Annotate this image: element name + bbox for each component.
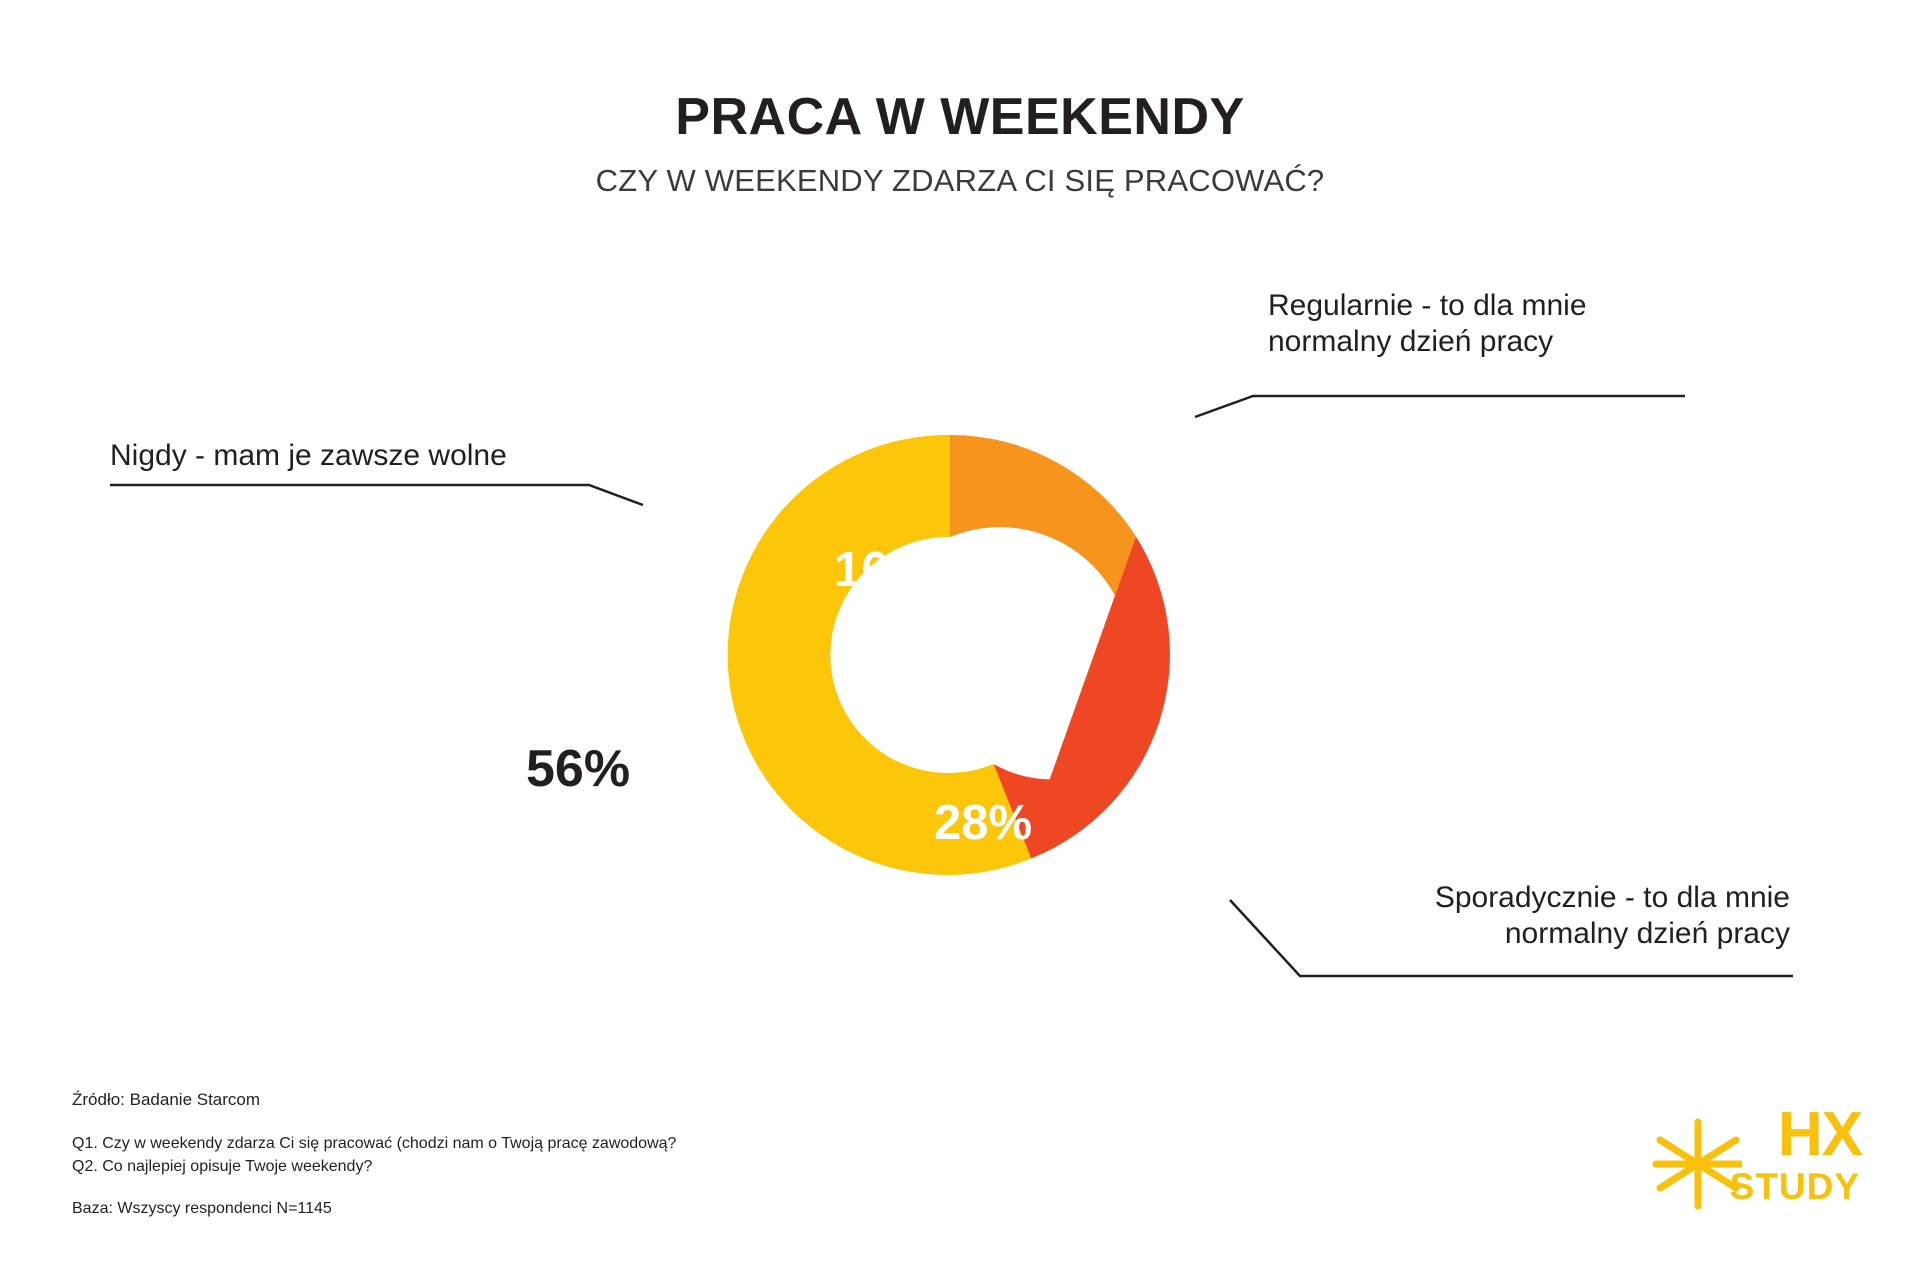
slice-value-sporadycznie: 28% [934,796,1033,850]
footnotes [72,1090,1072,1218]
slice-value-nigdy: 56% [526,740,631,798]
callout-sporadycznie [1330,880,1790,952]
donut-chart [526,305,1300,1005]
page-subtitle: CZY W WEEKENDY ZDARZA CI SIĘ PRACOWAĆ? [595,162,1325,198]
footnote-q1: Q1. Czy w weekendy zdarza Ci się pracować (chodzi nam o Twoją pracę zawodową? [72,1135,677,1152]
starburst-icon [1652,1110,1742,1220]
callout-nigdy-line1: Nigdy - mam je zawsze wolne [110,439,507,472]
donut-svg [600,305,1300,1005]
footnote-base: Baza: Wszyscy respondenci N=1145 [72,1200,332,1218]
page-title: PRACA W WEEKENDY [675,88,1245,146]
footnote-questions [72,1132,1072,1178]
callout-regularnie-line2: normalny dzień pracy [1268,325,1554,358]
logo [1652,1102,1862,1232]
logo-study-text: STUDY [1729,1166,1860,1207]
callout-sporadycznie-line2: normalny dzień pracy [1504,917,1790,950]
footnote-q2: Q2. Co najlepiej opisuje Twoje weekendy? [72,1158,373,1176]
logo-hx-text: HX [1777,1100,1862,1169]
slice-value-regularnie: 16% [834,543,933,597]
callout-regularnie [1268,288,1698,360]
footnote-source: Źródło: Badanie Starcom [72,1090,261,1109]
chart-header [0,90,1920,199]
callout-regularnie-line1: Regularnie - to dla mnie [1268,289,1587,322]
callout-nigdy [110,438,630,474]
callout-sporadycznie-line1: Sporadycznie - to dla mnie [1434,881,1790,914]
